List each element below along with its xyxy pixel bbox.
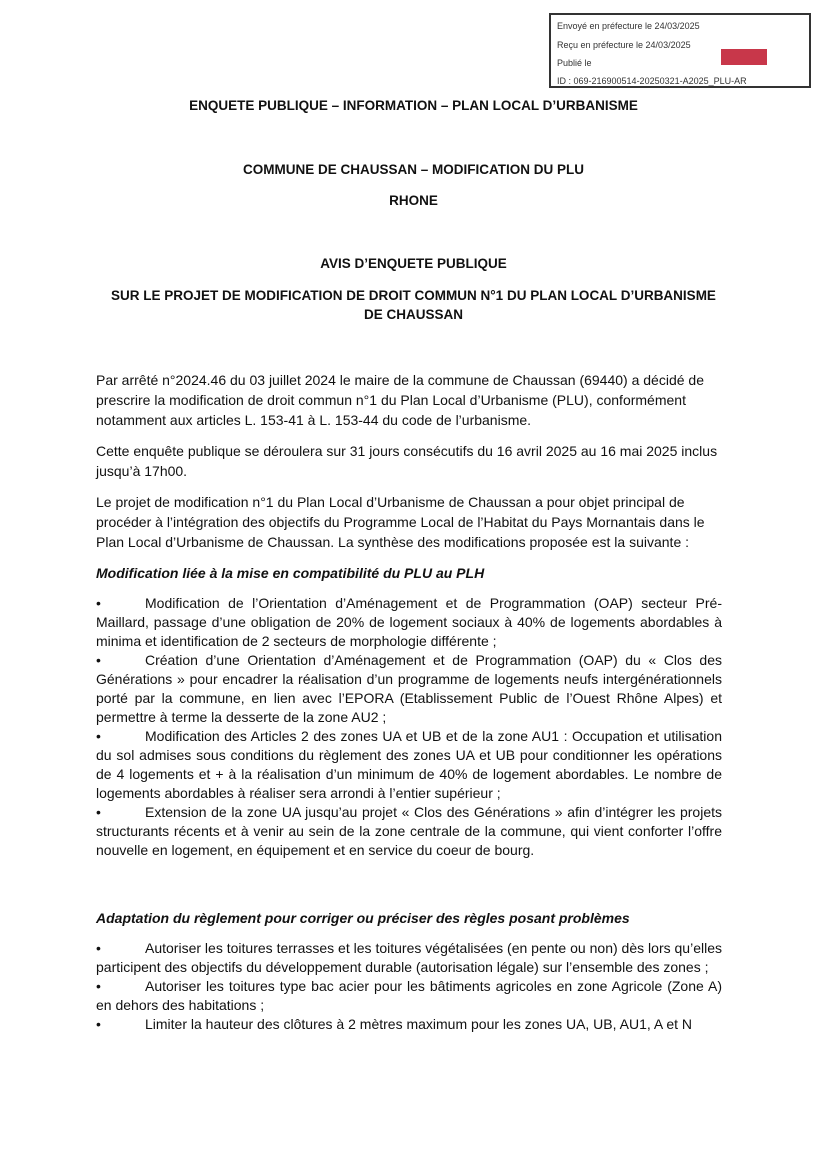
- list-item: [96, 977, 722, 1015]
- list-item-text: Extension de la zone UA jusqu’au projet « Clos des Générations » afin d’intégrer les projets structurants récents et à venir au sein de la zone centrale de la commune, qui vient conforter l’offre nouvelle en logement, en équipement et en service du coeur de bourg.: [96, 804, 722, 858]
- list-item: [96, 727, 722, 803]
- bullet-icon: •: [96, 595, 101, 611]
- prefecture-stamp: [549, 13, 811, 88]
- list-item-text: Limiter la hauteur des clôtures à 2 mètres maximum pour les zones UA, UB, AU1, A et N: [145, 1016, 693, 1032]
- bullet-icon: •: [96, 804, 101, 820]
- section-2: [96, 908, 722, 1034]
- list-item-text: Modification de l’Orientation d’Aménagement et de Programmation (OAP) secteur Pré-Maillard, passage d’une obligation de 20% de logement sociaux à 40% de logements abordables à minima et identification de 2 secteurs de morphologie différente ;: [96, 595, 722, 649]
- list-item-text: Autoriser les toitures type bac acier pour les bâtiments agricoles en zone Agricole (Zone A) en dehors des habitations ;: [96, 978, 722, 1013]
- list-item: [96, 1015, 722, 1034]
- stamp-received: Reçu en préfecture le 24/03/2025: [557, 40, 691, 50]
- bullet-icon: •: [96, 728, 101, 744]
- section-heading: Adaptation du règlement pour corriger ou préciser des règles posant problèmes: [96, 910, 630, 926]
- list-item: [96, 651, 722, 727]
- region-title: RHONE: [389, 193, 438, 208]
- list-item-text: Autoriser les toitures terrasses et les toitures végétalisées (en pente ou non) dès lors qu’elles participent des objectifs du développement durable (autorisation légale) sur l’ensemble des zones ;: [96, 940, 722, 975]
- paragraph: Le projet de modification n°1 du Plan Local d’Urbanisme de Chaussan a pour objet principal de procéder à l’intégration des objectifs du Programme Local de l’Habitat du Pays Mornantais dans le Plan Local d’Urbanisme de Chaussan. La synthèse des modifications proposée est la suivante :: [96, 494, 705, 550]
- stamp-sent: Envoyé en préfecture le 24/03/2025: [557, 21, 700, 31]
- berger-levrault-logo: [721, 49, 767, 65]
- title-line: ENQUETE PUBLIQUE – INFORMATION – PLAN LOCAL D’URBANISME: [189, 98, 638, 113]
- paragraph: Par arrêté n°2024.46 du 03 juillet 2024 le maire de la commune de Chaussan (69440) a décidé de prescrire la modification de droit commun n°1 du Plan Local d’Urbanisme (PLU), conformément notamment aux articles L. 153-41 à L. 153-44 du code de l’urbanisme.: [96, 372, 704, 428]
- list-item: [96, 594, 722, 651]
- notice-title: AVIS D’ENQUETE PUBLIQUE: [320, 256, 507, 271]
- stamp-published: Publié le: [557, 58, 592, 68]
- bullet-icon: •: [96, 1016, 101, 1032]
- project-title: SUR LE PROJET DE MODIFICATION DE DROIT COMMUN N°1 DU PLAN LOCAL D’URBANISME: [111, 288, 716, 303]
- stamp-id: ID : 069-216900514-20250321-A2025_PLU-AR: [557, 76, 747, 86]
- bullet-list: [96, 939, 722, 1034]
- list-item-text: Modification des Articles 2 des zones UA et UB et de la zone AU1 : Occupation et utilisation du sol admises sous conditions du règlement des zones UA et UB pour conditionner les opérations de 4 logements et + à la réalisation d’un minimum de 40% de logement abordables. Le nombre de logements abordables à réaliser sera arrondi à l’entier supérieur ;: [96, 728, 722, 801]
- list-item: [96, 939, 722, 977]
- bullet-list: [96, 594, 722, 860]
- list-item-text: Création d’une Orientation d’Aménagement et de Programmation (OAP) du « Clos des Générations » pour encadrer la réalisation d’un programme de logements neufs intergénérationnels porté par la commune, en lien avec l’EPORA (Etablissement Public de l’Ouest Rhône Alpes) et permettre à terme la desserte de la zone AU2 ;: [96, 652, 722, 725]
- intro: [96, 370, 722, 860]
- section-heading: Modification liée à la mise en compatibilité du PLU au PLH: [96, 565, 485, 581]
- bullet-icon: •: [96, 652, 101, 668]
- list-item: [96, 803, 722, 860]
- bullet-icon: •: [96, 978, 101, 994]
- paragraph: Cette enquête publique se déroulera sur 31 jours consécutifs du 16 avril 2025 au 16 mai 2025 inclus jusqu’à 17h00.: [96, 443, 718, 479]
- bullet-icon: •: [96, 940, 101, 956]
- commune-title: COMMUNE DE CHAUSSAN – MODIFICATION DU PLU: [242, 162, 584, 177]
- project-title-2: DE CHAUSSAN: [363, 307, 463, 322]
